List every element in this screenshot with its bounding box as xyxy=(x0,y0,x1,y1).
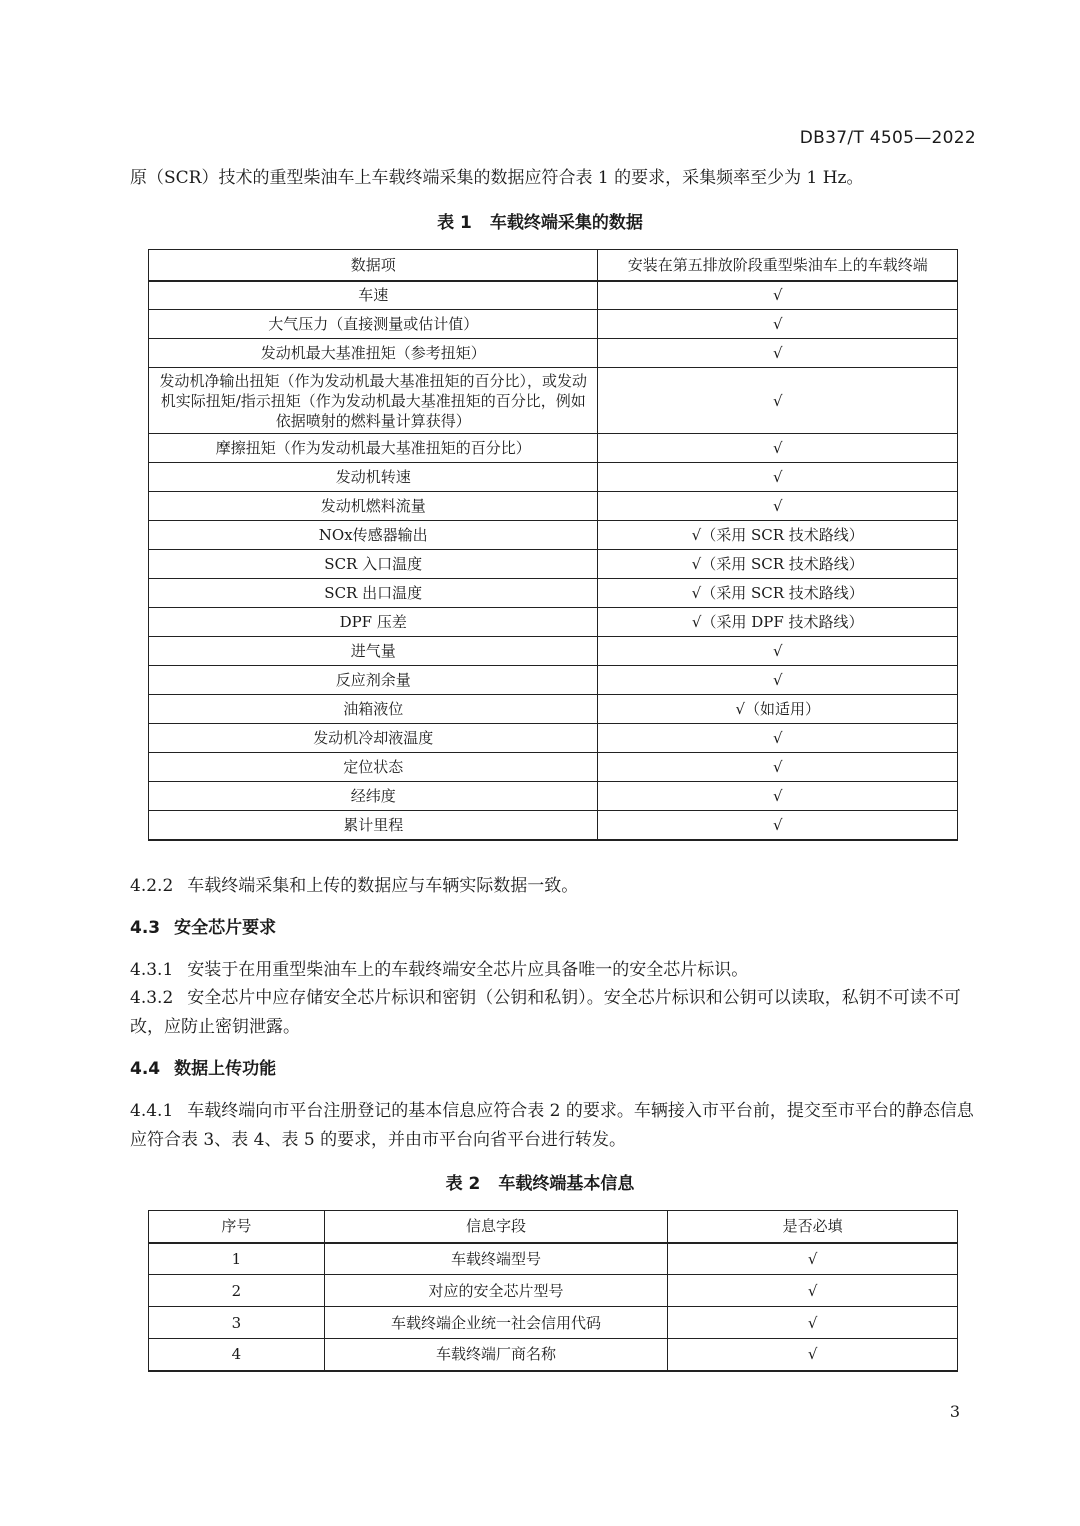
clause-number: 4.4.1 xyxy=(130,1101,174,1121)
clause-text: 安全芯片中应存储安全芯片标识和密钥（公钥和私钥）。安全芯片标识和公钥可以读取，私钥不可读不可改，应防止密钥泄露。 xyxy=(130,988,961,1037)
table1-caption xyxy=(0,208,1080,233)
table-row xyxy=(149,310,958,339)
item-cell: SCR 出口温度 xyxy=(149,579,598,608)
item-cell: 进气量 xyxy=(149,637,598,666)
clause-text: 安装于在用重型柴油车上的车载终端安全芯片应具备唯一的安全芯片标识。 xyxy=(187,960,749,980)
item-cell: 定位状态 xyxy=(149,753,598,782)
clause-number: 4.3.1 xyxy=(130,960,174,980)
table-row xyxy=(149,724,958,753)
table-row xyxy=(149,608,958,637)
intro-paragraph: 原（SCR）技术的重型柴油车上车载终端采集的数据应符合表 1 的要求，采集频率至少为 1 Hz。 xyxy=(130,168,864,188)
value-cell: √（采用 DPF 技术路线） xyxy=(598,608,958,637)
table2-header-no: 序号 xyxy=(149,1211,325,1243)
field-cell: 对应的安全芯片型号 xyxy=(324,1275,668,1307)
table-row xyxy=(149,811,958,840)
required-cell: √ xyxy=(668,1307,958,1339)
table1-data-items xyxy=(148,249,958,841)
section-heading-4-4 xyxy=(130,1057,276,1081)
section-number: 4.4 xyxy=(130,1059,161,1079)
table1-title: 车载终端采集的数据 xyxy=(489,213,643,233)
field-cell: 车载终端型号 xyxy=(324,1243,668,1275)
value-cell: √ xyxy=(598,637,958,666)
item-cell: 大气压力（直接测量或估计值） xyxy=(149,310,598,339)
section-title: 安全芯片要求 xyxy=(174,918,277,938)
value-cell: √ xyxy=(598,811,958,840)
table-row xyxy=(149,753,958,782)
no-cell: 2 xyxy=(149,1275,325,1307)
value-cell: √（采用 SCR 技术路线） xyxy=(598,579,958,608)
value-cell: √（采用 SCR 技术路线） xyxy=(598,521,958,550)
table-row xyxy=(149,695,958,724)
value-cell: √ xyxy=(598,434,958,463)
item-cell: 油箱液位 xyxy=(149,695,598,724)
value-cell: √ xyxy=(598,492,958,521)
item-cell: 车速 xyxy=(149,281,598,310)
item-cell: DPF 压差 xyxy=(149,608,598,637)
item-cell: 摩擦扭矩（作为发动机最大基准扭矩的百分比） xyxy=(149,434,598,463)
value-cell: √ xyxy=(598,463,958,492)
value-cell: √ xyxy=(598,724,958,753)
value-cell: √ xyxy=(598,310,958,339)
document-code: DB37/T 4505—2022 xyxy=(799,128,976,148)
table2-caption xyxy=(0,1169,1080,1194)
value-cell: √ xyxy=(598,753,958,782)
value-cell: √ xyxy=(598,281,958,310)
table-row xyxy=(149,463,958,492)
clause-number: 4.2.2 xyxy=(130,876,174,896)
item-cell: 发动机净输出扭矩（作为发动机最大基准扭矩的百分比），或发动机实际扭矩/指示扭矩（作为发动机最大基准扭矩的百分比，例如依据喷射的燃料量计算获得） xyxy=(149,368,598,434)
section-heading-4-3 xyxy=(130,916,276,940)
field-cell: 车载终端厂商名称 xyxy=(324,1339,668,1371)
table1-header-terminal: 安装在第五排放阶段重型柴油车上的车载终端 xyxy=(598,250,958,281)
value-cell: √（采用 SCR 技术路线） xyxy=(598,550,958,579)
table1-header-item: 数据项 xyxy=(149,250,598,281)
value-cell: √（如适用） xyxy=(598,695,958,724)
item-cell: 发动机最大基准扭矩（参考扭矩） xyxy=(149,339,598,368)
clause-4-2-2 xyxy=(130,872,978,901)
section-number: 4.3 xyxy=(130,918,161,938)
item-cell: NOx传感器输出 xyxy=(149,521,598,550)
clause-4-4-1 xyxy=(130,1097,978,1155)
item-cell: 发动机燃料流量 xyxy=(149,492,598,521)
required-cell: √ xyxy=(668,1339,958,1371)
clause-text: 车载终端向市平台注册登记的基本信息应符合表 2 的要求。车辆接入市平台前，提交至市平台的静态信息应符合表 3、表 4、表 5 的要求，并由市平台向省平台进行转发。 xyxy=(130,1101,974,1150)
required-cell: √ xyxy=(668,1275,958,1307)
table-row xyxy=(149,1307,958,1339)
table-row xyxy=(149,666,958,695)
table-row xyxy=(149,492,958,521)
field-cell: 车载终端企业统一社会信用代码 xyxy=(324,1307,668,1339)
item-cell: 发动机转速 xyxy=(149,463,598,492)
value-cell: √ xyxy=(598,666,958,695)
table-row xyxy=(149,579,958,608)
table2-header-field: 信息字段 xyxy=(324,1211,668,1243)
table2-number: 表 2 xyxy=(445,1174,481,1194)
section-title: 数据上传功能 xyxy=(174,1059,277,1079)
table-row xyxy=(149,521,958,550)
no-cell: 4 xyxy=(149,1339,325,1371)
table-row xyxy=(149,281,958,310)
table-row xyxy=(149,1275,958,1307)
value-cell: √ xyxy=(598,782,958,811)
table1-number: 表 1 xyxy=(437,213,472,233)
required-cell: √ xyxy=(668,1243,958,1275)
value-cell: √ xyxy=(598,339,958,368)
item-cell: SCR 入口温度 xyxy=(149,550,598,579)
no-cell: 3 xyxy=(149,1307,325,1339)
item-cell: 累计里程 xyxy=(149,811,598,840)
clause-number: 4.3.2 xyxy=(130,988,174,1008)
table-row xyxy=(149,434,958,463)
table2-basic-info xyxy=(148,1210,958,1372)
value-cell: √ xyxy=(598,368,958,434)
table-row xyxy=(149,339,958,368)
table-row xyxy=(149,1339,958,1371)
table-row xyxy=(149,1243,958,1275)
page-number: 3 xyxy=(949,1402,960,1421)
table-row xyxy=(149,550,958,579)
no-cell: 1 xyxy=(149,1243,325,1275)
clause-4-3-2 xyxy=(130,984,978,1042)
clause-text: 车载终端采集和上传的数据应与车辆实际数据一致。 xyxy=(187,876,579,896)
item-cell: 经纬度 xyxy=(149,782,598,811)
table2-header-required: 是否必填 xyxy=(668,1211,958,1243)
item-cell: 反应剂余量 xyxy=(149,666,598,695)
table-row xyxy=(149,637,958,666)
table2-title: 车载终端基本信息 xyxy=(498,1174,635,1194)
clause-4-3-1 xyxy=(130,956,978,985)
item-cell: 发动机冷却液温度 xyxy=(149,724,598,753)
table-row xyxy=(149,782,958,811)
table-row xyxy=(149,368,958,434)
